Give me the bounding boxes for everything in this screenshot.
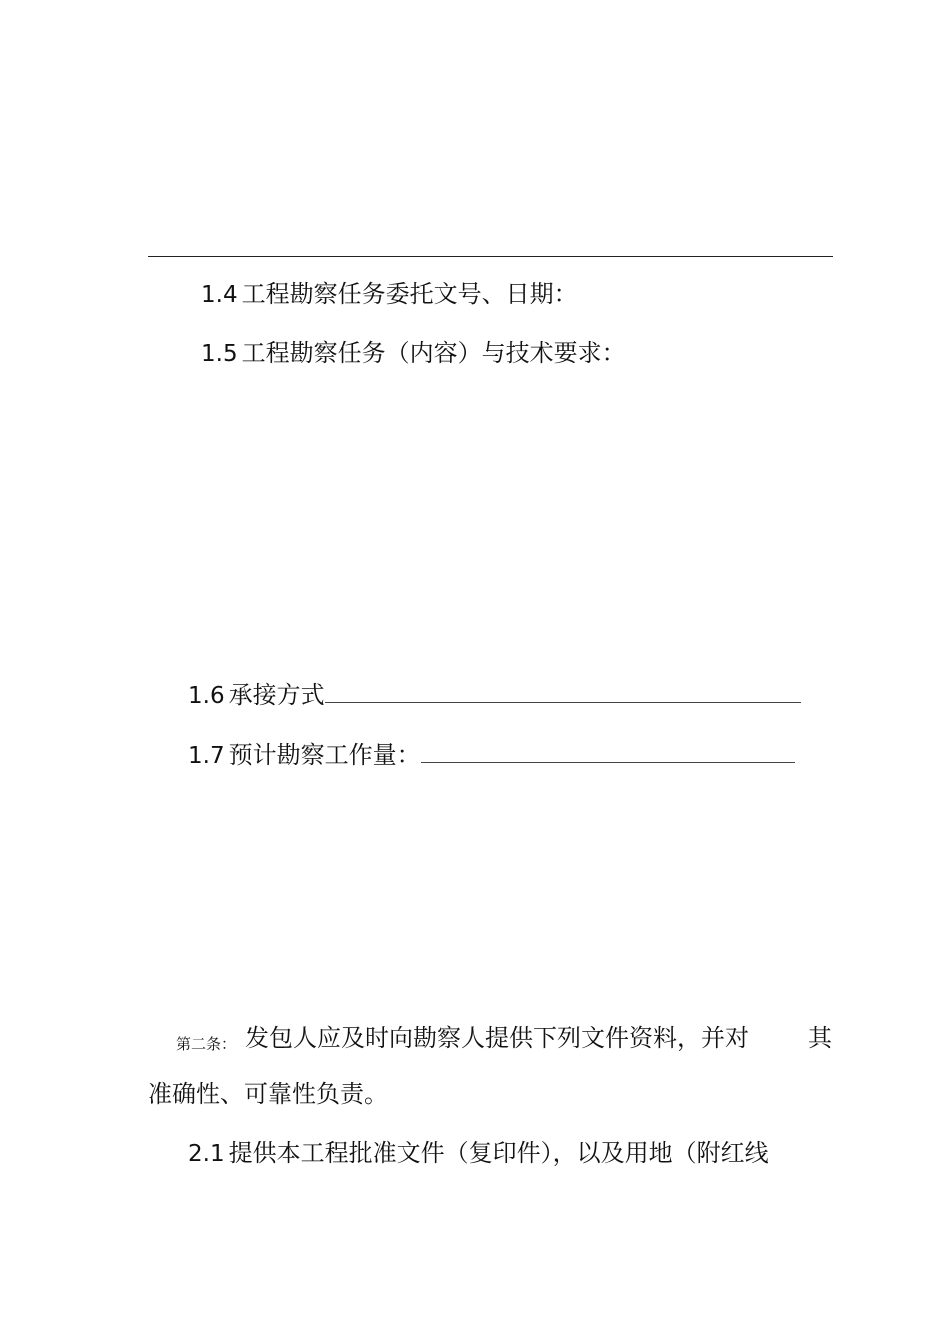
clause-text: 工程勘察任务委托文号、日期： — [241, 280, 578, 308]
clause-number: 2.1 — [188, 1141, 225, 1167]
fill-in-blank — [325, 682, 801, 703]
clause-1-5 — [201, 339, 626, 368]
clause-number: 1.7 — [188, 743, 225, 769]
clause-text: 提供本工程批准文件（复印件），以及用地（附红线 — [228, 1139, 769, 1167]
clause-text: 承接方式 — [228, 681, 325, 709]
fill-in-blank — [421, 742, 795, 763]
article-text-end: 其 — [808, 1024, 832, 1052]
clause-text: 工程勘察任务（内容）与技术要求： — [241, 339, 626, 367]
clause-number: 1.6 — [188, 683, 225, 709]
article-text: 发包人应及时向勘察人提供下列文件资料，并对 — [245, 1024, 749, 1052]
article-text: 准确性、可靠性负责。 — [148, 1080, 388, 1108]
article-2-line-2 — [148, 1080, 388, 1108]
clause-2-1 — [188, 1139, 769, 1168]
clause-number: 1.4 — [201, 282, 238, 308]
clause-text: 预计勘察工作量： — [228, 741, 421, 769]
article-label: 第二条： — [176, 1035, 237, 1053]
clause-1-4 — [201, 280, 578, 309]
clause-number: 1.5 — [201, 341, 238, 367]
clause-1-7 — [188, 741, 795, 770]
clause-1-6 — [188, 681, 801, 710]
header-rule — [148, 256, 833, 257]
